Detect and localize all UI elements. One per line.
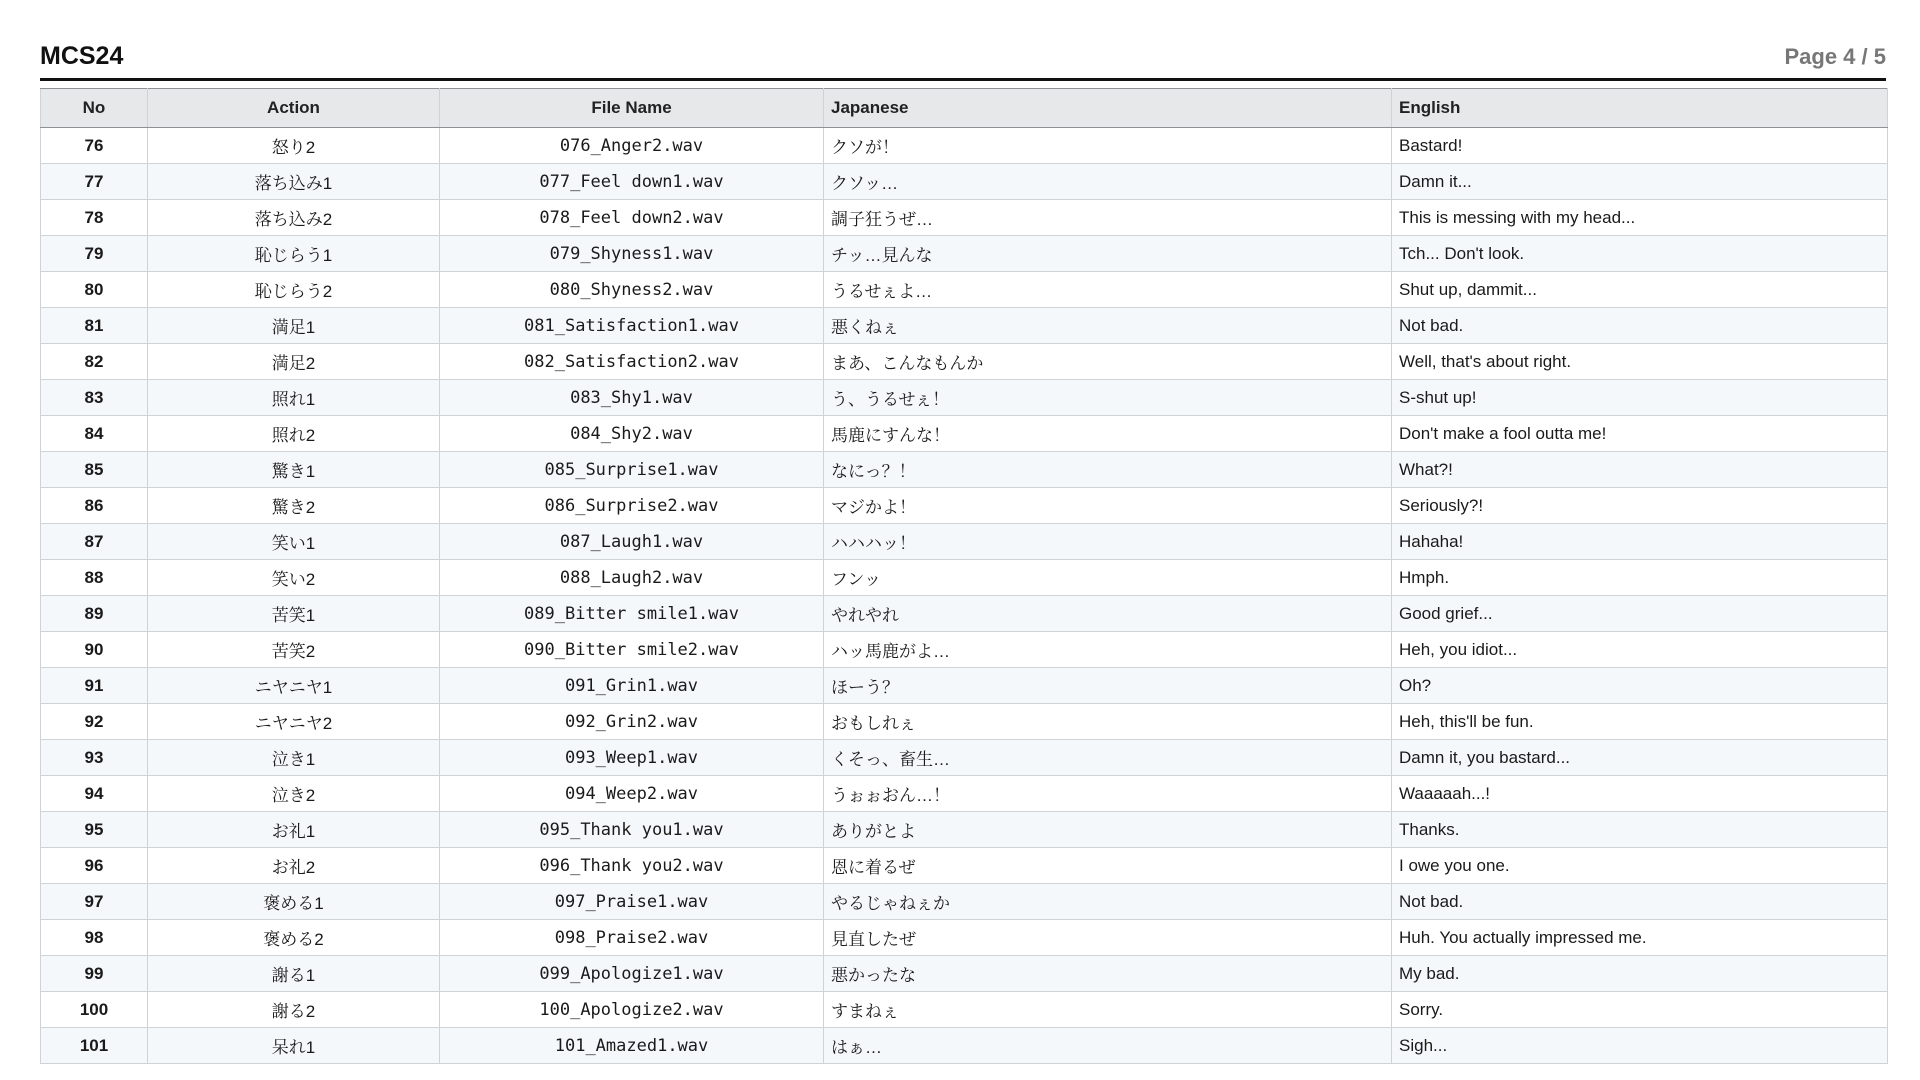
cell-action: 泣き2: [148, 776, 440, 812]
cell-file-name: 100_Apologize2.wav: [440, 992, 824, 1028]
cell-english: Sorry.: [1392, 992, 1888, 1028]
cell-action: 照れ2: [148, 416, 440, 452]
cell-english: What?!: [1392, 452, 1888, 488]
cell-action: 謝る1: [148, 956, 440, 992]
cell-japanese: 悪くねぇ: [824, 308, 1392, 344]
cell-no: 100: [41, 992, 148, 1028]
cell-no: 78: [41, 200, 148, 236]
cell-japanese: おもしれぇ: [824, 704, 1392, 740]
table-row: [41, 452, 1888, 488]
table-row: [41, 704, 1888, 740]
cell-english: Thanks.: [1392, 812, 1888, 848]
table-row: [41, 308, 1888, 344]
cell-english: I owe you one.: [1392, 848, 1888, 884]
cell-file-name: 087_Laugh1.wav: [440, 524, 824, 560]
cell-japanese: う、うるせぇ！: [824, 380, 1392, 416]
cell-english: Not bad.: [1392, 884, 1888, 920]
table-row: [41, 956, 1888, 992]
cell-no: 98: [41, 920, 148, 956]
cell-no: 101: [41, 1028, 148, 1064]
cell-file-name: 082_Satisfaction2.wav: [440, 344, 824, 380]
cell-no: 95: [41, 812, 148, 848]
cell-english: This is messing with my head...: [1392, 200, 1888, 236]
cell-no: 93: [41, 740, 148, 776]
cell-action: お礼2: [148, 848, 440, 884]
cell-action: 泣き1: [148, 740, 440, 776]
cell-file-name: 089_Bitter smile1.wav: [440, 596, 824, 632]
table-row: [41, 668, 1888, 704]
cell-action: 苦笑2: [148, 632, 440, 668]
cell-english: Bastard!: [1392, 128, 1888, 164]
cell-english: Tch... Don't look.: [1392, 236, 1888, 272]
cell-action: 褒める1: [148, 884, 440, 920]
table-row: [41, 740, 1888, 776]
cell-action: 満足1: [148, 308, 440, 344]
voice-script-table: [40, 88, 1888, 1064]
cell-file-name: 079_Shyness1.wav: [440, 236, 824, 272]
cell-no: 92: [41, 704, 148, 740]
cell-no: 91: [41, 668, 148, 704]
cell-no: 99: [41, 956, 148, 992]
cell-english: Damn it, you bastard...: [1392, 740, 1888, 776]
cell-japanese: ハッ馬鹿がよ…: [824, 632, 1392, 668]
cell-file-name: 098_Praise2.wav: [440, 920, 824, 956]
cell-japanese: ありがとよ: [824, 812, 1392, 848]
cell-japanese: 調子狂うぜ…: [824, 200, 1392, 236]
cell-english: Damn it...: [1392, 164, 1888, 200]
cell-japanese: ほーう？: [824, 668, 1392, 704]
cell-file-name: 092_Grin2.wav: [440, 704, 824, 740]
cell-action: 驚き1: [148, 452, 440, 488]
cell-english: Huh. You actually impressed me.: [1392, 920, 1888, 956]
cell-no: 80: [41, 272, 148, 308]
cell-file-name: 081_Satisfaction1.wav: [440, 308, 824, 344]
cell-english: Seriously?!: [1392, 488, 1888, 524]
cell-action: 満足2: [148, 344, 440, 380]
table-row: [41, 272, 1888, 308]
cell-english: Not bad.: [1392, 308, 1888, 344]
cell-japanese: 見直したぜ: [824, 920, 1392, 956]
cell-english: Sigh...: [1392, 1028, 1888, 1064]
cell-english: Heh, this'll be fun.: [1392, 704, 1888, 740]
cell-english: Shut up, dammit...: [1392, 272, 1888, 308]
cell-action: 怒り2: [148, 128, 440, 164]
cell-file-name: 085_Surprise1.wav: [440, 452, 824, 488]
cell-file-name: 099_Apologize1.wav: [440, 956, 824, 992]
cell-japanese: 悪かったな: [824, 956, 1392, 992]
cell-japanese: マジかよ！: [824, 488, 1392, 524]
cell-file-name: 093_Weep1.wav: [440, 740, 824, 776]
cell-file-name: 086_Surprise2.wav: [440, 488, 824, 524]
cell-english: Oh?: [1392, 668, 1888, 704]
cell-action: 笑い1: [148, 524, 440, 560]
cell-action: ニヤニヤ1: [148, 668, 440, 704]
cell-no: 81: [41, 308, 148, 344]
cell-no: 89: [41, 596, 148, 632]
cell-action: ニヤニヤ2: [148, 704, 440, 740]
cell-file-name: 083_Shy1.wav: [440, 380, 824, 416]
table-row: [41, 524, 1888, 560]
table-row: [41, 380, 1888, 416]
table-header-row: [41, 89, 1888, 128]
table-row: [41, 128, 1888, 164]
cell-action: 笑い2: [148, 560, 440, 596]
cell-file-name: 077_Feel down1.wav: [440, 164, 824, 200]
cell-file-name: 078_Feel down2.wav: [440, 200, 824, 236]
cell-english: Waaaaah...!: [1392, 776, 1888, 812]
cell-file-name: 084_Shy2.wav: [440, 416, 824, 452]
cell-action: 驚き2: [148, 488, 440, 524]
cell-japanese: チッ…見んな: [824, 236, 1392, 272]
cell-no: 83: [41, 380, 148, 416]
table-row: [41, 920, 1888, 956]
cell-no: 79: [41, 236, 148, 272]
cell-no: 84: [41, 416, 148, 452]
table-row: [41, 164, 1888, 200]
cell-japanese: 馬鹿にすんな！: [824, 416, 1392, 452]
column-header-english: English: [1392, 89, 1888, 128]
cell-japanese: うるせぇよ…: [824, 272, 1392, 308]
cell-japanese: なにっ？！: [824, 452, 1392, 488]
cell-no: 88: [41, 560, 148, 596]
column-header-japanese: Japanese: [824, 89, 1392, 128]
table-row: [41, 596, 1888, 632]
page-header: [40, 38, 1886, 81]
table-row: [41, 848, 1888, 884]
table-row: [41, 1028, 1888, 1064]
table-row: [41, 488, 1888, 524]
cell-action: 照れ1: [148, 380, 440, 416]
table-row: [41, 992, 1888, 1028]
cell-no: 86: [41, 488, 148, 524]
table-row: [41, 812, 1888, 848]
cell-action: 謝る2: [148, 992, 440, 1028]
cell-no: 96: [41, 848, 148, 884]
cell-file-name: 076_Anger2.wav: [440, 128, 824, 164]
cell-file-name: 080_Shyness2.wav: [440, 272, 824, 308]
cell-english: My bad.: [1392, 956, 1888, 992]
cell-file-name: 091_Grin1.wav: [440, 668, 824, 704]
cell-english: Heh, you idiot...: [1392, 632, 1888, 668]
table-row: [41, 200, 1888, 236]
cell-no: 77: [41, 164, 148, 200]
column-header-no: No: [41, 89, 148, 128]
cell-file-name: 095_Thank you1.wav: [440, 812, 824, 848]
column-header-file-name: File Name: [440, 89, 824, 128]
cell-no: 90: [41, 632, 148, 668]
cell-action: 落ち込み1: [148, 164, 440, 200]
table-row: [41, 416, 1888, 452]
cell-japanese: 恩に着るぜ: [824, 848, 1392, 884]
cell-japanese: すまねぇ: [824, 992, 1392, 1028]
cell-action: 褒める2: [148, 920, 440, 956]
cell-no: 76: [41, 128, 148, 164]
cell-no: 85: [41, 452, 148, 488]
table-row: [41, 344, 1888, 380]
table-row: [41, 560, 1888, 596]
table-row: [41, 236, 1888, 272]
cell-japanese: やれやれ: [824, 596, 1392, 632]
cell-file-name: 094_Weep2.wav: [440, 776, 824, 812]
cell-no: 82: [41, 344, 148, 380]
cell-no: 87: [41, 524, 148, 560]
page-indicator: Page 4 / 5: [1784, 44, 1886, 69]
cell-japanese: クソッ…: [824, 164, 1392, 200]
cell-file-name: 097_Praise1.wav: [440, 884, 824, 920]
table-row: [41, 776, 1888, 812]
cell-japanese: はぁ…: [824, 1028, 1392, 1064]
cell-no: 94: [41, 776, 148, 812]
cell-action: 苦笑1: [148, 596, 440, 632]
cell-action: 恥じらう1: [148, 236, 440, 272]
cell-file-name: 088_Laugh2.wav: [440, 560, 824, 596]
cell-action: お礼1: [148, 812, 440, 848]
cell-english: S-shut up!: [1392, 380, 1888, 416]
cell-english: Hahaha!: [1392, 524, 1888, 560]
cell-action: 落ち込み2: [148, 200, 440, 236]
cell-japanese: うぉぉおん…！: [824, 776, 1392, 812]
cell-japanese: クソが！: [824, 128, 1392, 164]
cell-japanese: やるじゃねぇか: [824, 884, 1392, 920]
cell-japanese: くそっ、畜生…: [824, 740, 1392, 776]
cell-japanese: まあ、こんなもんか: [824, 344, 1392, 380]
cell-english: Good grief...: [1392, 596, 1888, 632]
cell-action: 恥じらう2: [148, 272, 440, 308]
cell-action: 呆れ1: [148, 1028, 440, 1064]
cell-japanese: ハハハッ！: [824, 524, 1392, 560]
cell-english: Well, that's about right.: [1392, 344, 1888, 380]
table-body: [41, 128, 1888, 1064]
cell-file-name: 101_Amazed1.wav: [440, 1028, 824, 1064]
column-header-action: Action: [148, 89, 440, 128]
cell-file-name: 096_Thank you2.wav: [440, 848, 824, 884]
table-row: [41, 632, 1888, 668]
cell-file-name: 090_Bitter smile2.wav: [440, 632, 824, 668]
cell-japanese: フンッ: [824, 560, 1392, 596]
cell-english: Don't make a fool outta me!: [1392, 416, 1888, 452]
cell-no: 97: [41, 884, 148, 920]
cell-english: Hmph.: [1392, 560, 1888, 596]
table-row: [41, 884, 1888, 920]
document-title: MCS24: [40, 42, 124, 70]
